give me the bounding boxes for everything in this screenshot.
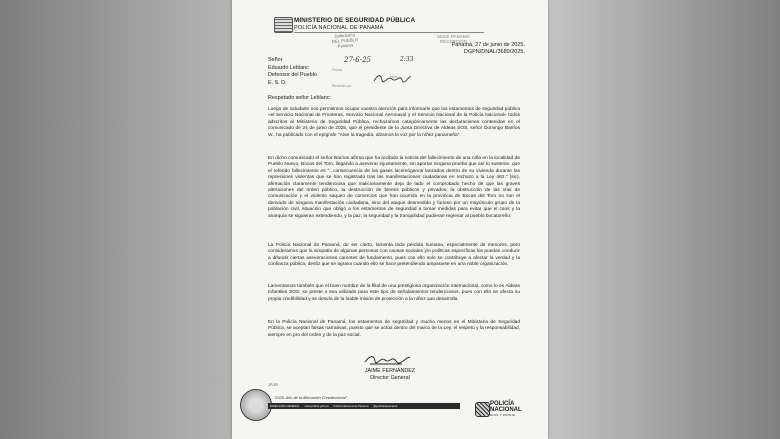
recipient-line: E. S. D. xyxy=(268,79,287,86)
recipient-block xyxy=(268,57,317,87)
letter-date: Panamá, 27 de junio de 2025. xyxy=(451,42,525,48)
signer-title: Director General xyxy=(370,375,410,381)
ministry-title: MINISTERIO DE SEGURIDAD PÚBLICA xyxy=(294,17,416,24)
body-paragraph-5: En la Policía Nacional de Panamá, los estamentos de seguridad y mucho menos en el Ministerio de Seguridad Pública, se aceptan falsas narrativas, puesto que se actúa dentro del marco de la Ley, el respeto y la responsabilidad, siempre en pro del orden y de la paz social. xyxy=(268,320,520,338)
director-signature-icon xyxy=(362,352,412,366)
signer-name: JAIME FERNÁNDEZ xyxy=(364,368,416,374)
footer-item: DIRECCIÓN GENERAL xyxy=(270,404,300,408)
initials: JF/JR xyxy=(268,383,278,387)
recibido-field xyxy=(332,74,352,92)
stamp-line: Defensoría xyxy=(334,32,356,39)
stamp-line: DEL PUEBLO xyxy=(331,37,359,44)
police-subtitle: POLICÍA NACIONAL DE PANAMÁ xyxy=(294,25,384,31)
defensoria-stamp xyxy=(332,32,359,49)
body-paragraph-3: La Policía Nacional de Panamá, de ser cierto, lamenta toda pérdida humana, especialmente de menores, pero consideramos que la simpatía de algunas personas con causas sociales y/o políticas específicas los puedan conducir a difundir ciertas aseveraciones carentes de fundamento, pues con ello solo se contribuye a afectar la verdad y la confianza pública, deslíz que se agrava cuando ello se hace pretendiendo ampararse en una noble organización. xyxy=(268,243,520,268)
recipient-line: Señor xyxy=(268,57,283,63)
body-paragraph-2: En dicho comunicado el señor Barrios afirma que ha recibido la noticia del fallecimiento de una niña en la localidad de Pueblo Nuevo, Bocas del Toro, llegando a aseverar injustamente, sin aportar ninguna prueba que así lo sustente, que el referido fallecimiento es "...consecuencia de los gases lacrimógenos lanzados dentro de su vivienda durante las represiones violentas que se han registrado tras las manifestaciones ciudadanas en rechazo a la Ley 462." (sic), afirmación claramente tendenciosa que maliciosamente deja de lado el comprobado hecho de que las graves alteraciones del orden público, la destrucción de bienes públicos y privados, la obstrucción de las vías de comunicación y el violento saqueo de comercios que han ocurrido en la provincia de Bocas del Toro no son el derivado de ninguna manifestación ciudadana, sino del ataque desmedido y furioso por un mayúsculo grupo de la población civil, situación que obligó a los estamentos de seguridad a tomar medidas para evitar que el caos y la anarquía se siguieran extendiendo, y la paz, la seguridad y la tranquilidad pudieran regresar al pueblo bocatoreño. xyxy=(268,156,520,219)
date-reference xyxy=(452,42,525,56)
brand-motto: DIOS Y PATRIA xyxy=(490,413,516,417)
recibido-label: Recibido por xyxy=(332,84,352,88)
ministry-emblem-icon xyxy=(274,17,293,33)
letter-page xyxy=(232,0,548,439)
reference-number: DGPN/DNAL/3680/2025. xyxy=(463,49,525,55)
stamp-line: RECEPCIÓN xyxy=(439,39,468,44)
handwritten-date: 27-6-25 xyxy=(344,56,371,64)
brand-line: POLICÍA xyxy=(490,401,515,407)
body-paragraph-4: Lamentamos también que el buen nombre de la filial de una prestigiosa organización internacional, como lo es Aldeas Infantiles SOS, se preste o sea utilizado para este tipo de señalamientos tendenciosos, pues con ello se afecta su propia credibilidad y se desvía de la loable misión de protección a la niñez que desarrolla. xyxy=(268,284,520,302)
recipient-line: Defensor del Pueblo xyxy=(268,72,317,79)
recipient-line: Eduardo Leblanc xyxy=(268,64,309,71)
background-right xyxy=(548,0,780,439)
header-rule xyxy=(294,32,484,33)
background-left xyxy=(0,0,232,439)
brand-line: NACIONAL xyxy=(490,407,522,413)
greeting: Respetado señor Leblanc: xyxy=(268,95,331,101)
footer-item: @policiadepanama xyxy=(373,404,398,408)
handwritten-time: 2:33 xyxy=(400,56,414,63)
police-badge-icon xyxy=(475,402,490,417)
police-brand xyxy=(490,401,522,413)
reception-signature-icon xyxy=(372,72,412,84)
fecha-label: Fecha xyxy=(332,68,342,72)
year-motto: "2025: Año de la Afirmación Constitucional" xyxy=(274,396,347,400)
footer-item: Policía Nacional de Panamá xyxy=(333,404,369,408)
body-paragraph-1: Luego de saludarle nos permitimos ocupar vuestra atención para informarle que los estamentos de seguridad pública «el Servicio Nacional de Fronteras, Servicio Nacional Aeronaval y el Servicio Nacional de la Policía Nacional» todos adscritos al Ministerio de Seguridad Pública, rechazamos categóricamente las declaraciones contenidas en el comunicado de 24 de junio de 2025, que el presidente de la Junta Directiva de Aldeas SOS, señor Domingo Barrios W., ha publicado con el epígrafe "Ante la tragedia, alzamos la voz por la niñez panameña". xyxy=(268,107,520,138)
footer-item: www.policia.gob.pa xyxy=(304,404,329,408)
stamp-line: SEDE PANAMÁ xyxy=(437,34,470,39)
hora-label: Hora xyxy=(390,75,398,79)
footer-bar xyxy=(268,403,460,409)
stamp-line: Panamá xyxy=(337,42,354,49)
